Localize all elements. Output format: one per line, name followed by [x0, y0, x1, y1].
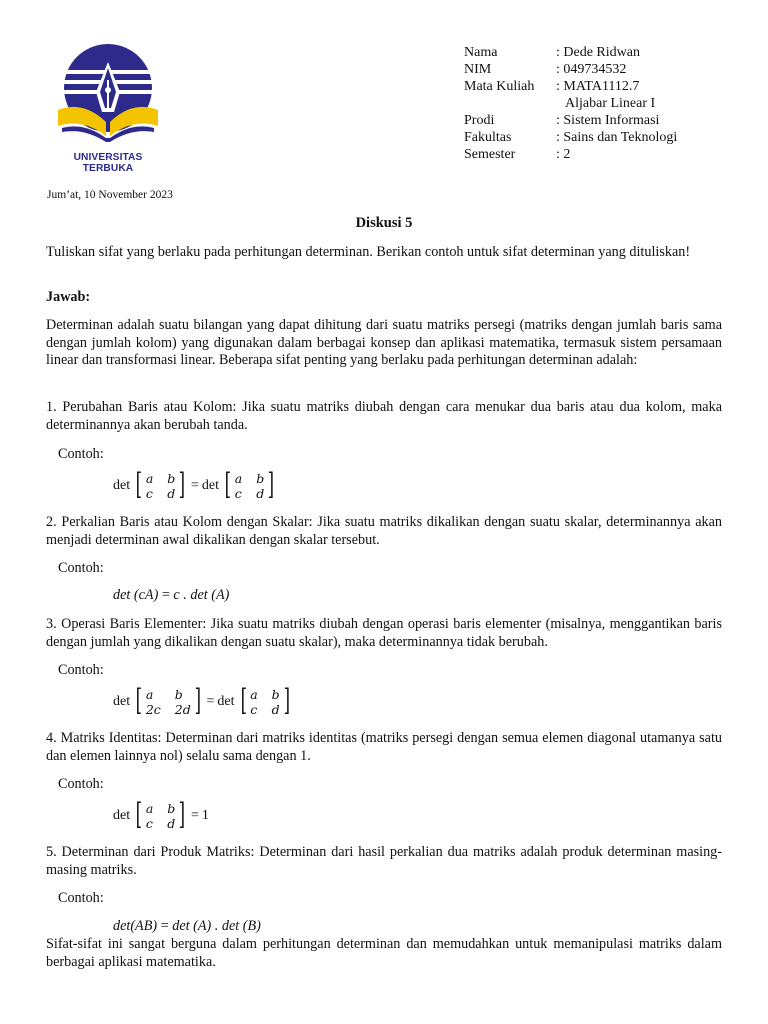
property-2-example — [113, 587, 229, 605]
equals-sign: = — [161, 587, 170, 603]
info-label-semester: Semester — [464, 147, 516, 162]
info-label-nim: NIM — [464, 62, 492, 77]
answer-heading: Jawab: — [46, 289, 91, 305]
question-text: Tuliskan sifat yang berlaku pada perhitungan determinan. Berikan contoh untuk sifat determinan yang dituliskan! — [46, 244, 691, 260]
property-5-example — [113, 918, 261, 936]
info-value-semester: : 2 — [556, 147, 571, 162]
property-2-text: 2. Perkalian Baris atau Kolom dengan Skalar: Jika suatu matriks dikalikan dengan suatu skalar, determinannya akan menjadi determinan awal dikalikan dengan skalar tersebut. — [46, 514, 722, 548]
info-value-nim: : 049734532 — [556, 62, 627, 77]
property-3-example — [113, 683, 292, 718]
info-value-prodi: : Sistem Informasi — [556, 113, 660, 128]
example-lhs: det (cA) — [113, 587, 159, 603]
equals-sign: = — [206, 694, 215, 709]
matrix: [ a b c d ] — [240, 683, 290, 718]
matrix: [ a b c d ] — [135, 467, 186, 502]
property-1-example — [113, 467, 277, 502]
property-4-text: 4. Matriks Identitas: Determinan dari matriks identitas (matriks persegi dengan semua elemen diagonal utamanya satu dan elemen lainnya nol) selalu sama dengan 1. — [46, 730, 722, 764]
property-4-example — [113, 797, 209, 832]
matrix: [ a b c d ] — [135, 797, 186, 832]
property-1-text: 1. Perubahan Baris atau Kolom: Jika suatu matriks diubah dengan cara menukar dua baris atau dua kolom, maka determinannya akan berubah tanda. — [46, 399, 722, 433]
matrix: [ a b 2c 2d ] — [135, 683, 201, 718]
property-5-text: 5. Determinan dari Produk Matriks: Determinan dari hasil perkalian dua matriks adalah produk determinan masing-masing matriks. — [46, 844, 722, 878]
info-label-prodi: Prodi — [464, 113, 495, 128]
example-lhs: det(AB) — [113, 918, 158, 934]
logo-emblem-icon — [48, 40, 168, 152]
contoh-label: Contoh: — [58, 560, 104, 576]
example-rhs: det (A) . det (B) — [172, 918, 261, 934]
info-value-mata-kuliah: : MATA1112.7 — [556, 79, 640, 94]
info-value-fakultas: : Sains dan Teknologi — [556, 130, 678, 145]
det-word: det — [113, 478, 131, 493]
university-name: UNIVERSITAS TERBUKA — [73, 152, 143, 174]
contoh-label: Contoh: — [58, 446, 104, 462]
equals-sign: = — [160, 918, 169, 934]
property-3-text: 3. Operasi Baris Elementer: Jika suatu matriks diubah dengan operasi baris elementer (misalnya, menggantikan baris dengan jumlah yang dikalikan dengan suatu skalar), maka determinannya tidak berubah. — [46, 616, 722, 650]
info-label-mata-kuliah: Mata Kuliah — [464, 79, 535, 94]
contoh-label: Contoh: — [58, 776, 104, 792]
document-date: Jum’at, 10 November 2023 — [47, 189, 173, 201]
example-rhs: c . det (A) — [173, 587, 230, 603]
equals-sign: = — [191, 478, 199, 493]
closing-paragraph: Sifat-sifat ini sangat berguna dalam perhitungan determinan dan memudahkan untuk memanipulasi matriks dalam berbagai aplikasi matematika. — [46, 936, 722, 970]
info-value-course-name: Aljabar Linear I — [565, 96, 656, 111]
info-label-fakultas: Fakultas — [464, 130, 512, 145]
det-word: det — [217, 694, 235, 709]
det-word: det — [201, 478, 220, 493]
equals-sign: = — [191, 808, 199, 823]
page-title: Diskusi 5 — [355, 215, 413, 231]
contoh-label: Contoh: — [58, 890, 104, 906]
universitas-terbuka-logo — [48, 40, 168, 170]
example-result: 1 — [201, 808, 209, 823]
matrix: [ a b c d ] — [224, 467, 275, 502]
contoh-label: Contoh: — [58, 662, 104, 678]
det-word: det — [113, 808, 131, 823]
det-word: det — [113, 694, 131, 709]
info-label-nama: Nama — [464, 45, 498, 60]
info-value-nama: : Dede Ridwan — [556, 45, 640, 60]
intro-paragraph: Determinan adalah suatu bilangan yang dapat dihitung dari suatu matriks persegi (matriks dengan jumlah baris sama dengan jumlah kolom) yang digunakan dalam berbagai konsep dan aplikasi matematika, termasuk sistem persamaan linear dan transformasi linear. Beberapa sifat penting yang berlaku pada perhitungan determinan adalah: — [46, 317, 722, 368]
